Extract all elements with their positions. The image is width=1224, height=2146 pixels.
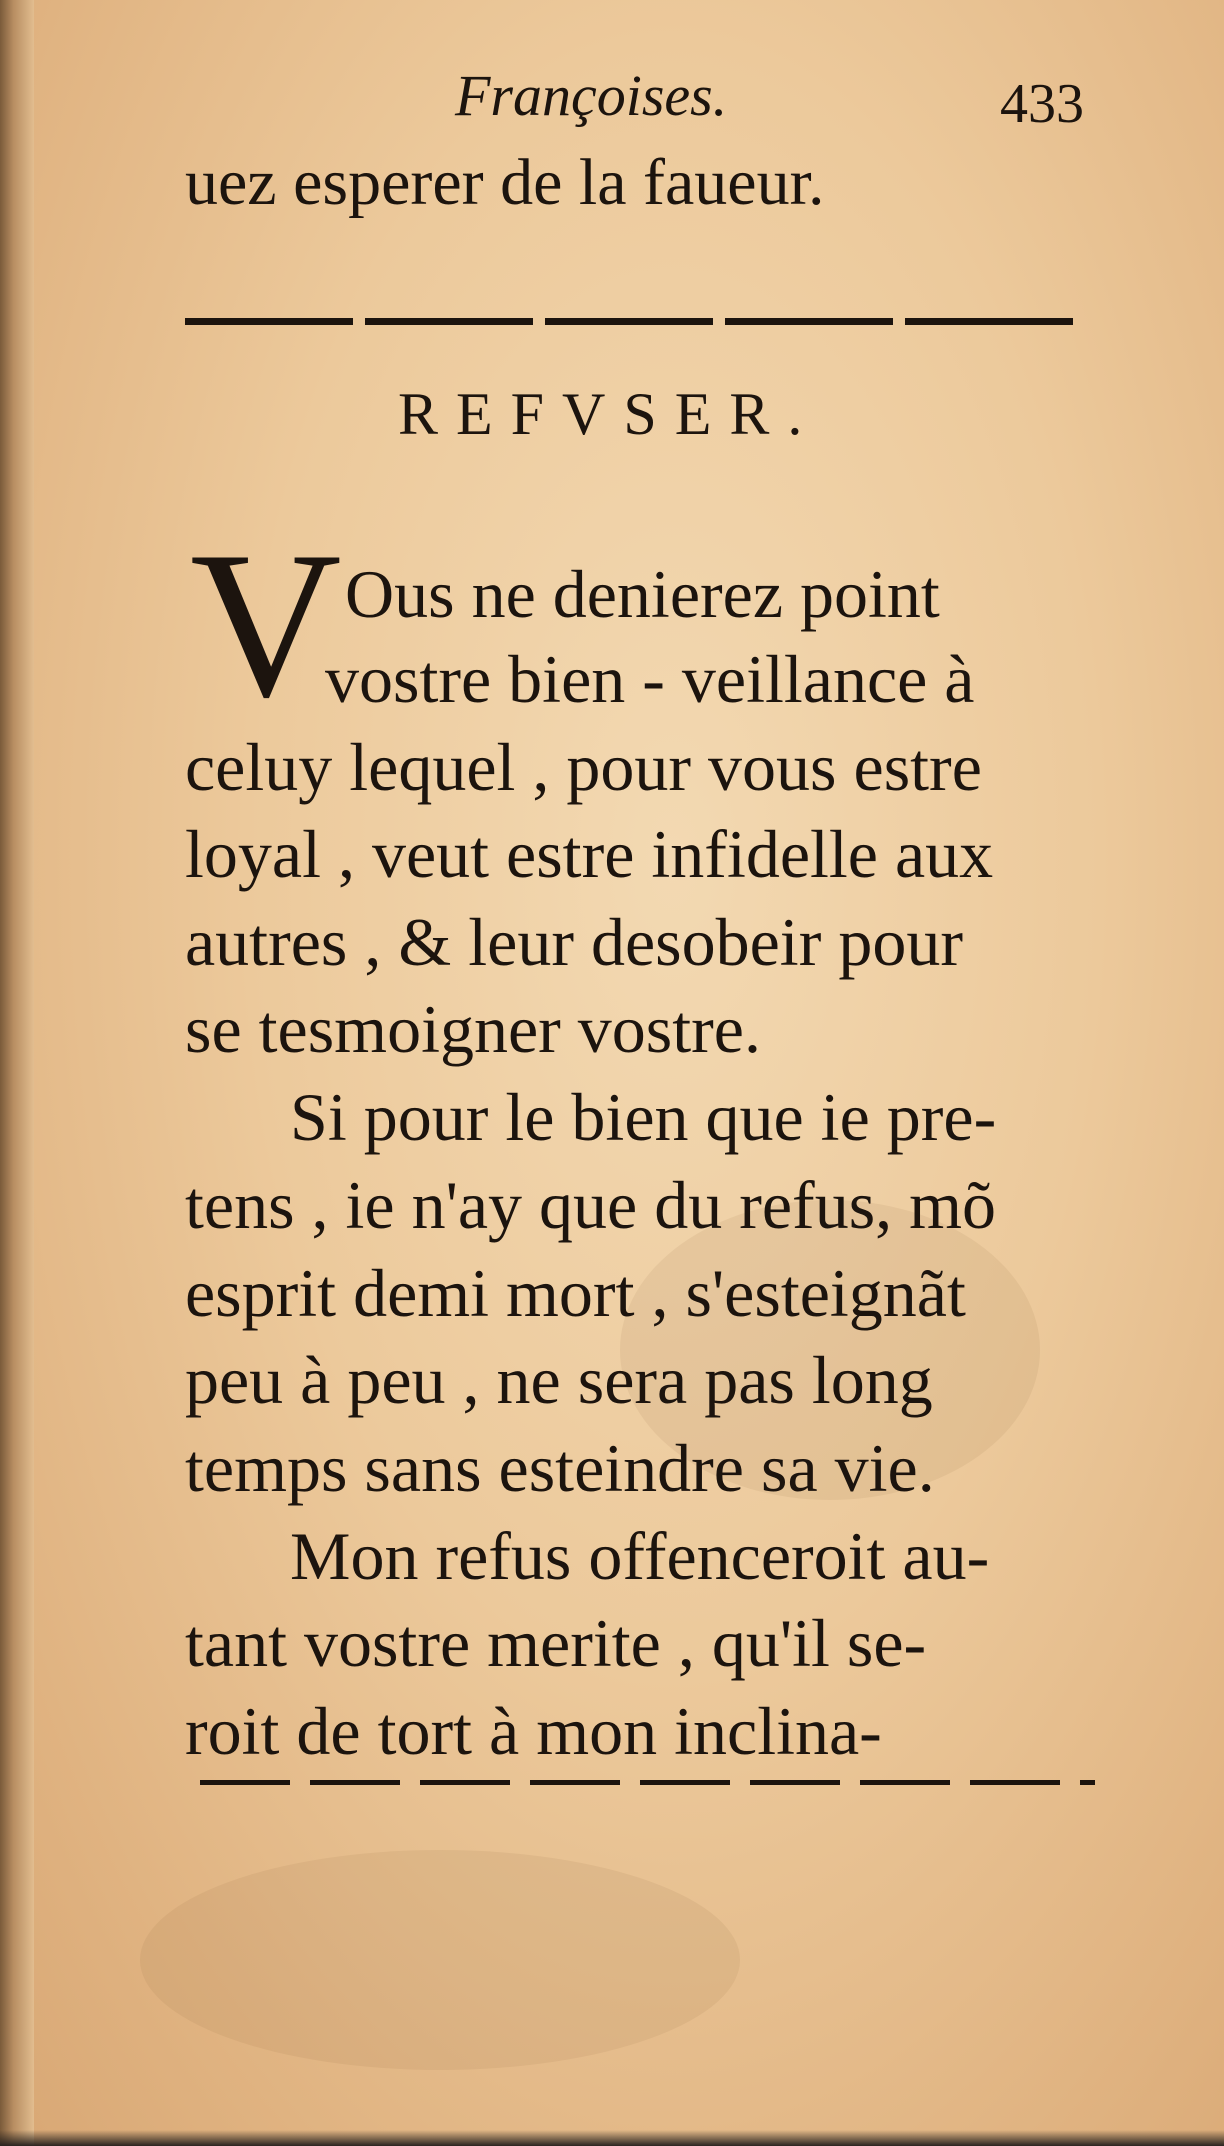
text-line: vostre bien - veillance à — [325, 641, 975, 717]
running-head: Françoises. — [455, 63, 728, 128]
page-number: 433 — [1000, 73, 1084, 135]
text-line: Si pour le bien que ie pre- — [290, 1079, 997, 1155]
text-line: roit de tort à mon inclina- — [185, 1693, 882, 1769]
broken-bottom-rule — [200, 1780, 1095, 1785]
paper-stain — [140, 1850, 740, 2070]
text-line: esprit demi mort , s'esteignãt — [185, 1255, 966, 1331]
text-line: tant vostre merite , qu'il se- — [185, 1605, 927, 1681]
text-line: celuy lequel , pour vous estre — [185, 729, 982, 805]
text-line: se tesmoigner vostre. — [185, 991, 761, 1067]
carried-over-line: uez esperer de la faueur. — [185, 146, 825, 219]
text-line: temps sans esteindre sa vie. — [185, 1430, 935, 1506]
text-line: peu à peu , ne sera pas long — [185, 1342, 933, 1418]
drop-cap-initial: V — [190, 509, 342, 741]
text-line: Mon refus offenceroit au- — [290, 1518, 990, 1594]
page-bottom-edge — [0, 2130, 1224, 2146]
text-line: autres , & leur desobeir pour — [185, 904, 963, 980]
section-title: REFVSER. — [398, 381, 821, 447]
page-gutter-edge — [0, 0, 34, 2146]
text-line: Ous ne denierez point — [345, 556, 940, 632]
text-line: tens , ie n'ay que du refus, mõ — [185, 1167, 997, 1243]
section-divider-rule — [185, 318, 1075, 325]
text-line: loyal , veut estre infidelle aux — [185, 816, 994, 892]
